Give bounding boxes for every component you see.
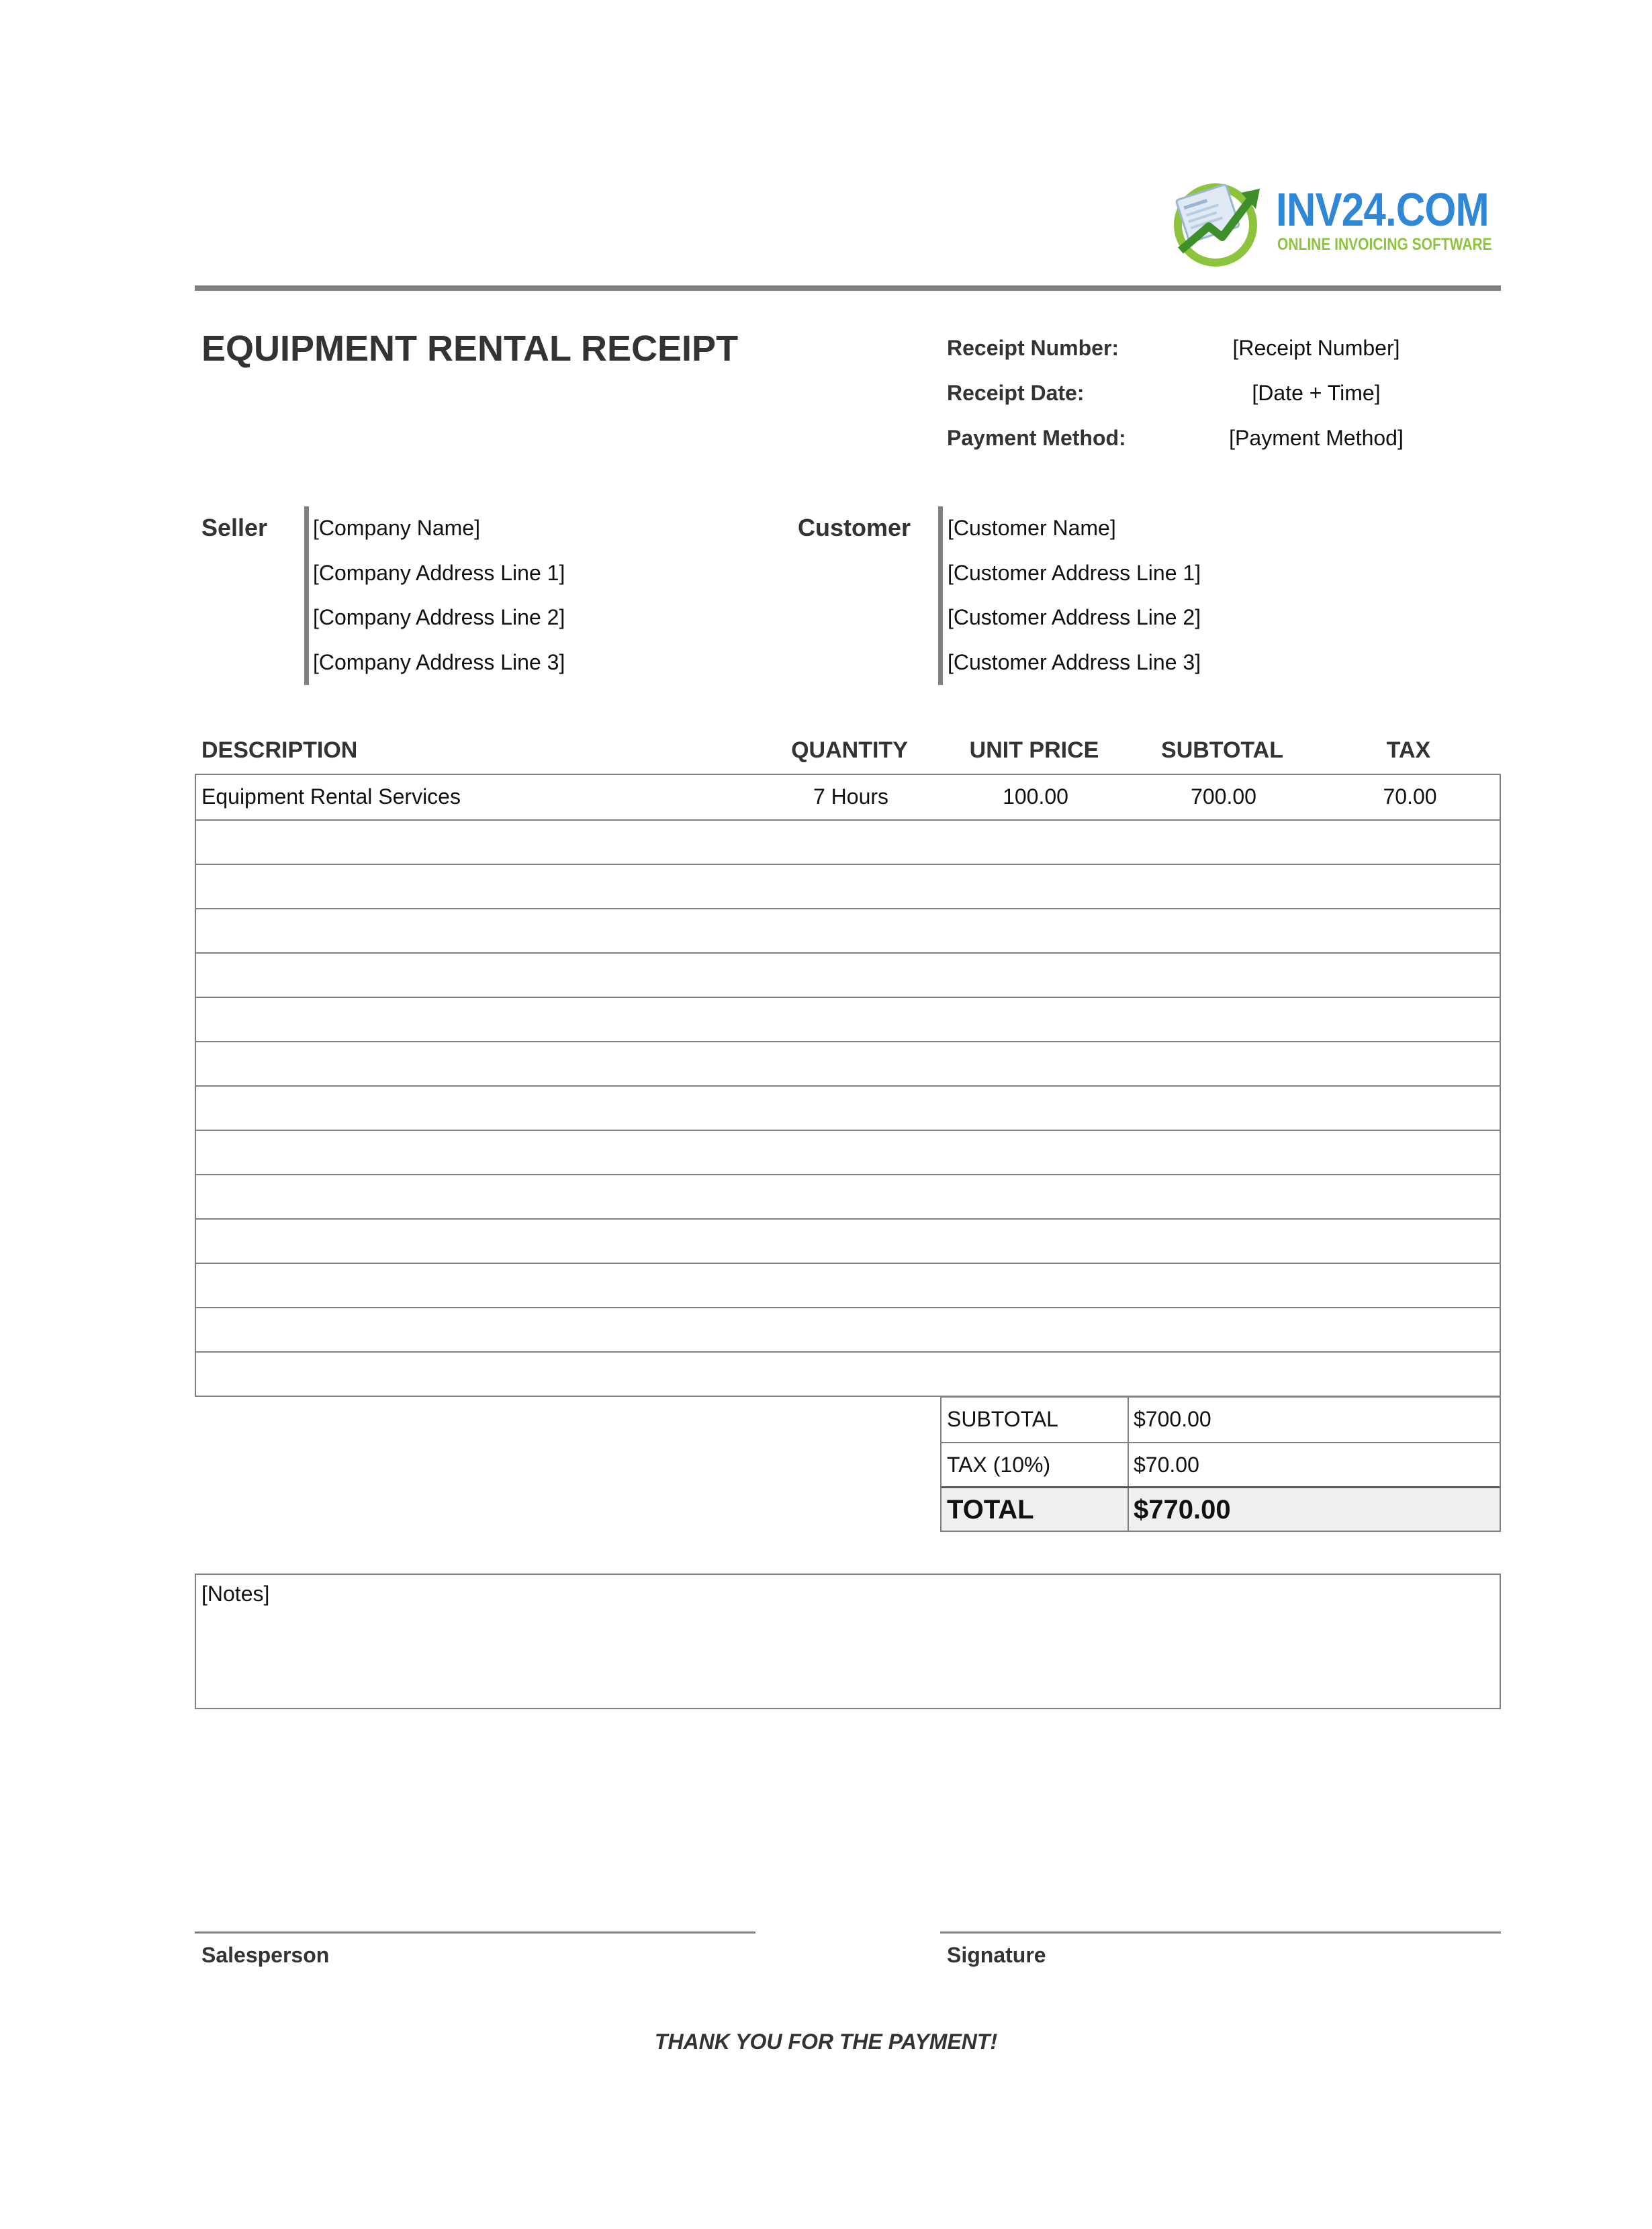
table-row <box>196 775 1500 819</box>
table-row <box>196 1174 1500 1218</box>
payment-method-value: [Payment Method] <box>1229 426 1404 450</box>
col-header-subtotal: SUBTOTAL <box>1161 737 1283 763</box>
subtotal-value: $700.00 <box>1134 1407 1211 1431</box>
payment-method-label: Payment Method: <box>947 426 1126 450</box>
notes-box[interactable]: [Notes] <box>195 1574 1501 1709</box>
table-row <box>196 1085 1500 1130</box>
table-row <box>196 1351 1500 1396</box>
signature-line <box>940 1931 1501 1934</box>
customer-address-line-1: [Customer Address Line 1] <box>948 561 1201 585</box>
header-rule <box>195 285 1501 291</box>
receipt-date-label: Receipt Date: <box>947 381 1085 405</box>
salesperson-label: Salesperson <box>201 1943 330 1967</box>
table-row <box>196 1218 1500 1263</box>
receipt-number-value: [Receipt Number] <box>1232 336 1400 360</box>
subtotal-row <box>942 1398 1500 1442</box>
logo-tagline: ONLINE INVOICING SOFTWARE <box>1277 235 1492 254</box>
total-row <box>942 1486 1500 1531</box>
salesperson-signature-line <box>195 1931 755 1934</box>
thank-you-message: THANK YOU FOR THE PAYMENT! <box>654 2030 998 2054</box>
document-title: EQUIPMENT RENTAL RECEIPT <box>201 328 739 369</box>
customer-accent-bar <box>938 506 943 685</box>
col-header-description: DESCRIPTION <box>201 737 358 763</box>
total-value: $770.00 <box>1134 1495 1231 1525</box>
signature-label: Signature <box>947 1943 1046 1967</box>
tax-label: TAX (10%) <box>947 1453 1051 1477</box>
seller-accent-bar <box>304 506 309 685</box>
item-unit-price: 100.00 <box>1003 784 1068 809</box>
table-row <box>196 1263 1500 1307</box>
table-row <box>196 1307 1500 1351</box>
receipt-number-label: Receipt Number: <box>947 336 1119 360</box>
receipt-date-value: [Date + Time] <box>1252 381 1381 405</box>
line-items-table <box>195 774 1501 1397</box>
seller-label: Seller <box>201 514 268 541</box>
col-header-unit-price: UNIT PRICE <box>969 737 1099 763</box>
seller-company-name: [Company Name] <box>313 516 480 540</box>
logo-name: INV24.COM <box>1276 183 1489 236</box>
table-row <box>196 819 1500 864</box>
seller-address-line-2: [Company Address Line 2] <box>313 605 565 629</box>
table-row <box>196 952 1500 997</box>
totals-table <box>940 1396 1501 1532</box>
company-logo <box>1168 171 1492 272</box>
table-row <box>196 1041 1500 1085</box>
seller-address-line-3: [Company Address Line 3] <box>313 650 565 674</box>
customer-address-line-3: [Customer Address Line 3] <box>948 650 1201 674</box>
totals-divider <box>1128 1398 1129 1442</box>
total-label: TOTAL <box>947 1495 1034 1525</box>
customer-name: [Customer Name] <box>948 516 1116 540</box>
item-description: Equipment Rental Services <box>201 784 461 809</box>
tax-value: $70.00 <box>1134 1453 1199 1477</box>
subtotal-label: SUBTOTAL <box>947 1407 1058 1431</box>
col-header-quantity: QUANTITY <box>791 737 908 763</box>
totals-divider <box>1128 1443 1129 1486</box>
table-row <box>196 1130 1500 1174</box>
item-quantity: 7 Hours <box>813 784 889 809</box>
customer-address-line-2: [Customer Address Line 2] <box>948 605 1201 629</box>
customer-label: Customer <box>798 514 911 541</box>
seller-address-line-1: [Company Address Line 1] <box>313 561 565 585</box>
logo-icon <box>1168 171 1269 272</box>
col-header-tax: TAX <box>1386 737 1431 763</box>
table-row <box>196 997 1500 1041</box>
table-row <box>196 908 1500 952</box>
item-subtotal: 700.00 <box>1191 784 1256 809</box>
totals-divider <box>1128 1488 1129 1531</box>
item-tax: 70.00 <box>1383 784 1437 809</box>
table-row <box>196 864 1500 908</box>
tax-row <box>942 1442 1500 1486</box>
